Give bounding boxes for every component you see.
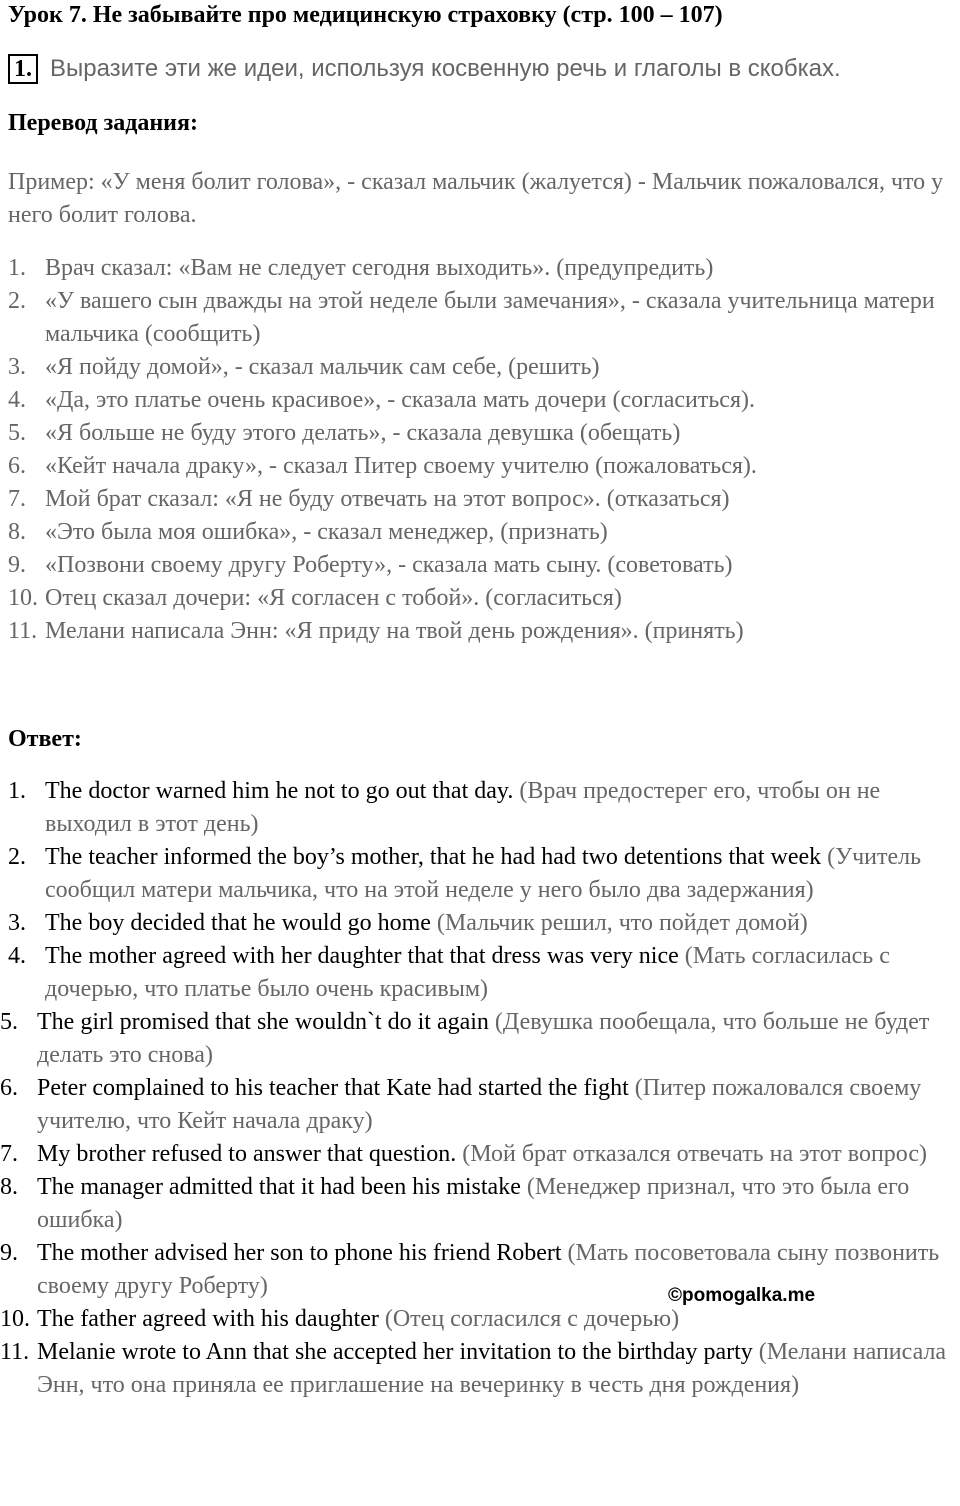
question-number: 1. [8, 255, 26, 281]
question-number: 2. [8, 288, 26, 314]
answer-list [0, 775, 958, 1402]
task-instruction-row [8, 54, 841, 88]
question-text: Мой брат сказал: «Я не буду отвечать на этот вопрос». (отказаться) [45, 486, 730, 512]
question-number: 5. [8, 420, 26, 446]
answer-english: The teacher informed the boy’s mother, that he had had two detentions that week [45, 844, 822, 870]
question-number: 10. [8, 585, 38, 611]
answer-item [8, 940, 958, 1006]
question-item [8, 615, 953, 648]
question-item [8, 285, 953, 351]
question-number: 11. [8, 618, 38, 644]
answer-item [8, 907, 958, 940]
question-text: «Я больше не буду этого делать», - сказала девушка (обещать) [45, 420, 681, 446]
question-item [8, 450, 953, 483]
answer-number: 2. [8, 844, 26, 870]
task-instruction: Выразите эти же идеи, используя косвенную речь и глаголы в скобках. [50, 55, 841, 82]
question-item [8, 516, 953, 549]
answer-number: 3. [8, 910, 26, 936]
question-text: Мелани написала Энн: «Я приду на твой день рождения». (принять) [45, 618, 744, 644]
answer-item [8, 841, 958, 907]
question-text: «Кейт начала драку», - сказал Питер своему учителю (пожаловаться). [45, 453, 757, 479]
answer-number: 11. [0, 1339, 30, 1365]
answer-russian: (Мать посоветовала сыну позвонить своему другу Роберту) [37, 1240, 940, 1299]
answer-item [0, 1171, 958, 1237]
answer-english: The girl promised that she wouldn`t do it again [37, 1009, 489, 1035]
question-number: 8. [8, 519, 26, 545]
answer-number: 4. [8, 943, 26, 969]
answer-russian: (Мелани написала Энн, что она приняла ее приглашение на вечеринку в честь дня рождения) [37, 1339, 947, 1398]
answer-english: Peter complained to his teacher that Kate had started the fight [37, 1075, 629, 1101]
lesson-title: Урок 7. Не забывайте про медицинскую страховку (стр. 100 – 107) [8, 2, 723, 28]
answer-russian: (Отец согласился с дочерью) [384, 1306, 680, 1332]
answer-number: 1. [8, 778, 26, 804]
answer-number: 5. [0, 1009, 18, 1035]
answer-english: The doctor warned him he not to go out that day. [45, 778, 514, 804]
answer-number: 10. [0, 1306, 30, 1332]
question-text: «Да, это платье очень красивое», - сказала мать дочери (согласиться). [45, 387, 755, 413]
question-number: 7. [8, 486, 26, 512]
question-item [8, 384, 953, 417]
question-text: «Позвони своему другу Роберту», - сказала мать сыну. (советовать) [45, 552, 733, 578]
translation-heading: Перевод задания: [8, 110, 198, 136]
question-number: 4. [8, 387, 26, 413]
question-text: «У вашего сын дважды на этой неделе были замечания», - сказала учительница матери мальчика (сообщить) [45, 288, 935, 347]
answer-english: My brother refused to answer that question. [37, 1141, 457, 1167]
answer-item [0, 1072, 958, 1138]
answer-russian: (Менеджер признал, что это была его ошибка) [37, 1174, 910, 1233]
answer-item [0, 1138, 958, 1171]
question-number: 3. [8, 354, 26, 380]
answer-russian: (Врач предостерег его, чтобы он не выходил в этот день) [45, 778, 881, 837]
answer-item [0, 1237, 958, 1303]
site-watermark: ©pomogalka.me [668, 1285, 816, 1306]
question-item [8, 417, 953, 450]
question-item [8, 582, 953, 615]
answer-number: 9. [0, 1240, 18, 1266]
answer-item [0, 1006, 958, 1072]
answer-russian: (Питер пожаловался своему учителю, что Кейт начала драку) [37, 1075, 922, 1134]
answer-russian: (Мать согласилась с дочерью, что платье было очень красивым) [45, 943, 890, 1002]
question-text: Отец сказал дочери: «Я согласен с тобой». (согласиться) [45, 585, 622, 611]
answer-english: Melanie wrote to Ann that she accepted her invitation to the birthday party [37, 1339, 753, 1365]
answer-item [0, 1303, 958, 1336]
answer-russian: (Учитель сообщил матери мальчика, что на этой неделе у него было два задержания) [45, 844, 922, 903]
answer-english: The mother advised her son to phone his friend Robert [37, 1240, 562, 1266]
question-item [8, 549, 953, 582]
question-item [8, 351, 953, 384]
answer-number: 7. [0, 1141, 18, 1167]
task-number-box: 1. [8, 54, 38, 84]
answer-russian: (Мой брат отказался отвечать на этот вопрос) [462, 1141, 928, 1167]
example-text: Пример: «У меня болит голова», - сказал мальчик (жалуется) - Мальчик пожаловался, что у него болит голова. [8, 169, 944, 228]
question-text: Врач сказал: «Вам не следует сегодня выходить». (предупредить) [45, 255, 714, 281]
answer-item [0, 1336, 958, 1402]
question-number: 6. [8, 453, 26, 479]
answer-heading: Ответ: [8, 726, 82, 752]
answer-number: 6. [0, 1075, 18, 1101]
question-text: «Я пойду домой», - сказал мальчик сам себе, (решить) [45, 354, 600, 380]
answer-russian: (Девушка пообещала, что больше не будет делать это снова) [37, 1009, 930, 1068]
question-list [8, 252, 953, 648]
answer-english: The father agreed with his daughter [37, 1306, 379, 1332]
question-item [8, 252, 953, 285]
question-item [8, 483, 953, 516]
answer-item [8, 775, 958, 841]
answer-russian: (Мальчик решил, что пойдет домой) [436, 910, 808, 936]
answer-number: 8. [0, 1174, 18, 1200]
answer-english: The boy decided that he would go home [45, 910, 431, 936]
question-number: 9. [8, 552, 26, 578]
question-text: «Это была моя ошибка», - сказал менеджер, (признать) [45, 519, 608, 545]
answer-english: The mother agreed with her daughter that that dress was very nice [45, 943, 679, 969]
answer-english: The manager admitted that it had been his mistake [37, 1174, 521, 1200]
